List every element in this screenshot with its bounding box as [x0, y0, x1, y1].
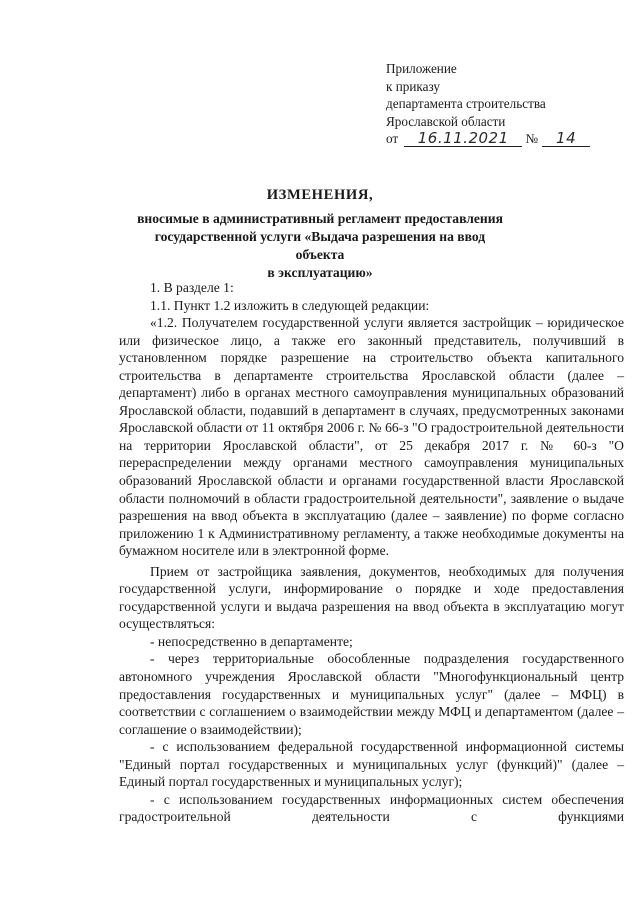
document-body [119, 279, 624, 826]
appendix-line-4: Ярославской области [386, 113, 506, 129]
appendix-line-3: департамента строительства [386, 96, 546, 112]
list-item-unified-portal: - с использованием федеральной государственной информационной системы "Единый портал государственных и муниципальных услуг (функций)" (далее – Единый портал государственных и муниципальных услуг); [119, 739, 624, 790]
date-prefix: от [386, 131, 399, 147]
handwritten-date: 16.11.2021 [404, 131, 522, 147]
appendix-line-1: Приложение [386, 61, 457, 76]
list-item-department: - непосредственно в департаменте; [150, 633, 353, 649]
title-line-3: государственной услуги «Выдача разрешения на ввод объекта [154, 229, 486, 262]
title-main: ИЗМЕНЕНИЯ, [266, 187, 374, 203]
number-sign: № [525, 131, 539, 147]
appendix-header [386, 60, 590, 148]
paragraph-item-1-2: «1.2. Получателем государственной услуги является застройщик – юридическое или физическое лицо, а также его законный представитель, получивший в установленном порядке разрешение на строительство объекта капитального строительства в департаменте строительства Ярославской области (далее – департамент) либо в органах местного самоуправления муниципальных образований Ярославской области, подавший в департамент в случаях, предусмотренных законами Ярославской области от 11 октября 2006 г. № 66-з "О градостроительной деятельности на территории Ярославской области", от 25 декабря 2017 г. № 60-з "О перераспределении между органами местного самоуправления муниципальных образований Ярославской области и органами государственной власти Ярославской области полномочий в области градостроительной деятельности", заявление о выдаче разрешения на ввод объекта в эксплуатацию (далее – заявление) по форме согласно приложению 1 к Административному регламенту, а также необходимые документы на бумажном носителе или в электронной форме. [119, 315, 624, 559]
title-line-2: вносимые в административный регламент предоставления [137, 211, 503, 226]
title-line-4: в эксплуатацию» [267, 265, 373, 280]
list-item-mfc: - через территориальные обособленные подразделения государственного автономного учреждения Ярославской области "Многофункциональный центр предоставления государственных и муниципальных услуг" (далее – МФЦ) в соответствии с соглашением о взаимодействии между МФЦ и департаментом (далее – соглашение о взаимодействии); [119, 651, 624, 737]
paragraph-section-1: 1. В разделе 1: [150, 280, 234, 295]
list-item-gis: - с использованием государственных информационных систем обеспечения градостроительной деятельности с функциями [119, 791, 624, 825]
paragraph-reception: Прием от застройщика заявления, документов, необходимых для получения государственной услуги, информирование о порядке и ходе предоставления государственной услуги и выдача разрешения на ввод объекта в эксплуатацию могут осуществляться: [119, 563, 624, 632]
appendix-line-2: к приказу [386, 78, 440, 94]
appendix-date-line [386, 130, 590, 148]
paragraph-item-1-1: 1.1. Пункт 1.2 изложить в следующей редакции: [150, 297, 430, 313]
document-title [132, 186, 508, 282]
handwritten-number: 14 [542, 131, 590, 147]
